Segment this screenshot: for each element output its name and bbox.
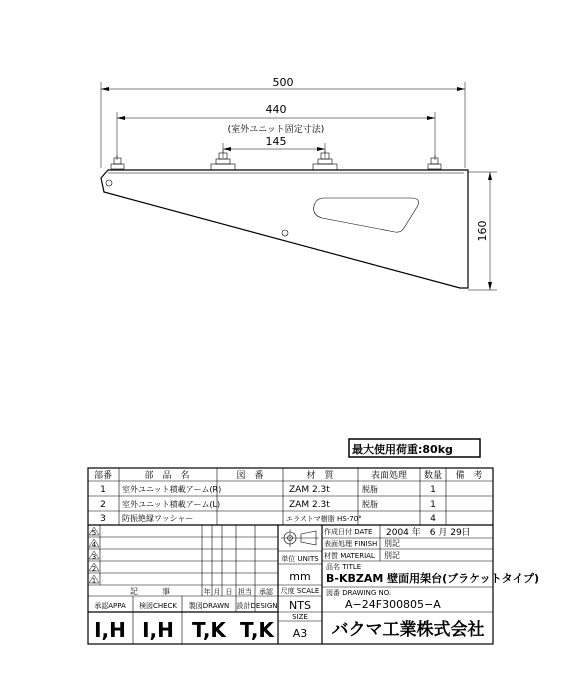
info-block: [322, 525, 539, 640]
approval-label-appa: 承認APPA: [94, 602, 126, 610]
part-no: 1: [100, 485, 106, 495]
title-label: 品名 TITLE: [326, 563, 362, 571]
units-label: 単位 UNITS: [281, 555, 319, 563]
revision-col-approve: 承認: [259, 588, 273, 596]
title-block: [88, 468, 539, 644]
end-washer-right: [428, 155, 441, 169]
approval-label-drawn: 製図DRAWN: [188, 602, 230, 610]
approval-block: [94, 601, 277, 642]
revision-mark: [89, 551, 99, 561]
approval-label-check: 検図CHECK: [138, 602, 178, 610]
approval-sign-drawn: T,K: [192, 618, 226, 642]
size-value: A3: [292, 627, 308, 640]
max-load-text: 最大使用荷重:80kg: [352, 443, 453, 456]
svg-text:2: 2: [91, 565, 97, 573]
svg-text:1: 1: [91, 577, 97, 585]
dim-440-label: 440: [265, 103, 287, 116]
header-part-no: 部番: [93, 471, 113, 481]
material-value: 別記: [384, 551, 400, 560]
part-qty: 1: [430, 500, 436, 510]
bolt-left: [211, 150, 235, 170]
header-remarks: 備 考: [455, 471, 483, 481]
material-label: 材質 MATERIAL: [324, 552, 375, 560]
approval-label-design: 設計DESIGN: [236, 602, 278, 610]
small-hole: [282, 230, 288, 236]
part-qty: 4: [430, 514, 436, 524]
header-qty: 数量: [423, 471, 443, 481]
size-label: SIZE: [292, 613, 308, 621]
revision-col-month: 月: [213, 588, 221, 596]
date-value: 2004 年 6 月 29日: [386, 528, 471, 538]
part-no: 2: [100, 500, 106, 510]
approval-sign-check: I,H: [142, 618, 174, 642]
bracket-drawing: [101, 76, 497, 290]
part-material: ZAM 2.3t: [289, 485, 330, 495]
revision-record-label: 記 事: [130, 587, 170, 596]
part-row: [100, 499, 436, 510]
approval-sign-appa: I,H: [94, 618, 126, 642]
projection-symbol-icon: [281, 529, 319, 547]
units-block: [278, 525, 322, 644]
max-load-box: [349, 439, 480, 457]
part-name: 室外ユニット積載アーム(L): [122, 500, 221, 509]
header-part-name: 部 品 名: [144, 471, 190, 481]
svg-text:5: 5: [91, 529, 97, 537]
revision-col-year: 年: [203, 588, 211, 596]
scale-value: NTS: [289, 599, 311, 612]
revision-mark: [89, 527, 99, 537]
company-name: バクマ工業株式会社: [331, 620, 485, 640]
drawing-no-value: A−24F300805−A: [345, 598, 441, 611]
part-name: 室外ユニット積載アーム(R): [122, 485, 222, 494]
part-qty: 1: [430, 485, 436, 495]
end-washer-left: [111, 155, 124, 169]
part-material: エラストマ樹脂 HS-70°: [286, 515, 362, 523]
date-label: 作成日付 DATE: [324, 528, 373, 536]
bracket-arm: [101, 170, 468, 288]
bolt-right: [313, 150, 337, 170]
header-material: 材 質: [306, 471, 334, 481]
revision-mark: [89, 539, 99, 549]
scale-label: 尺度 SCALE: [280, 587, 320, 595]
drawing-no-label: 図番 DRAWING NO.: [326, 589, 392, 597]
revision-col-charge: 担当: [238, 588, 252, 596]
fix-dimension-note: (室外ユニット固定寸法): [227, 125, 325, 135]
header-finish: 表面処理: [370, 471, 408, 481]
dim-145-label: 145: [265, 135, 287, 148]
revision-mark: [89, 575, 99, 585]
mounting-hole: [106, 180, 112, 186]
part-row: [100, 513, 436, 524]
title-value: B-KBZAM 壁面用架台(ブラケットタイプ): [326, 572, 540, 585]
approval-sign-design: T,K: [240, 618, 274, 642]
part-name: 防振絶縁ワッシャー: [122, 514, 194, 523]
finish-value: 別記: [384, 539, 400, 548]
units-value: mm: [289, 570, 311, 583]
part-no: 3: [100, 514, 106, 524]
part-finish: 脱脂: [362, 500, 378, 509]
part-row: [100, 484, 436, 495]
header-drawing-no: 図 番: [236, 471, 264, 481]
dim-500-label: 500: [272, 76, 294, 89]
part-material: ZAM 2.3t: [289, 500, 330, 510]
finish-label: 表面処理 FINISH: [324, 540, 378, 548]
revision-col-day: 日: [225, 588, 233, 596]
svg-text:4: 4: [91, 541, 97, 549]
part-finish: 脱脂: [362, 485, 378, 494]
svg-text:3: 3: [91, 553, 97, 561]
revision-mark: [89, 563, 99, 573]
lightening-slot: [314, 198, 419, 232]
dim-160-label: 160: [476, 220, 489, 242]
